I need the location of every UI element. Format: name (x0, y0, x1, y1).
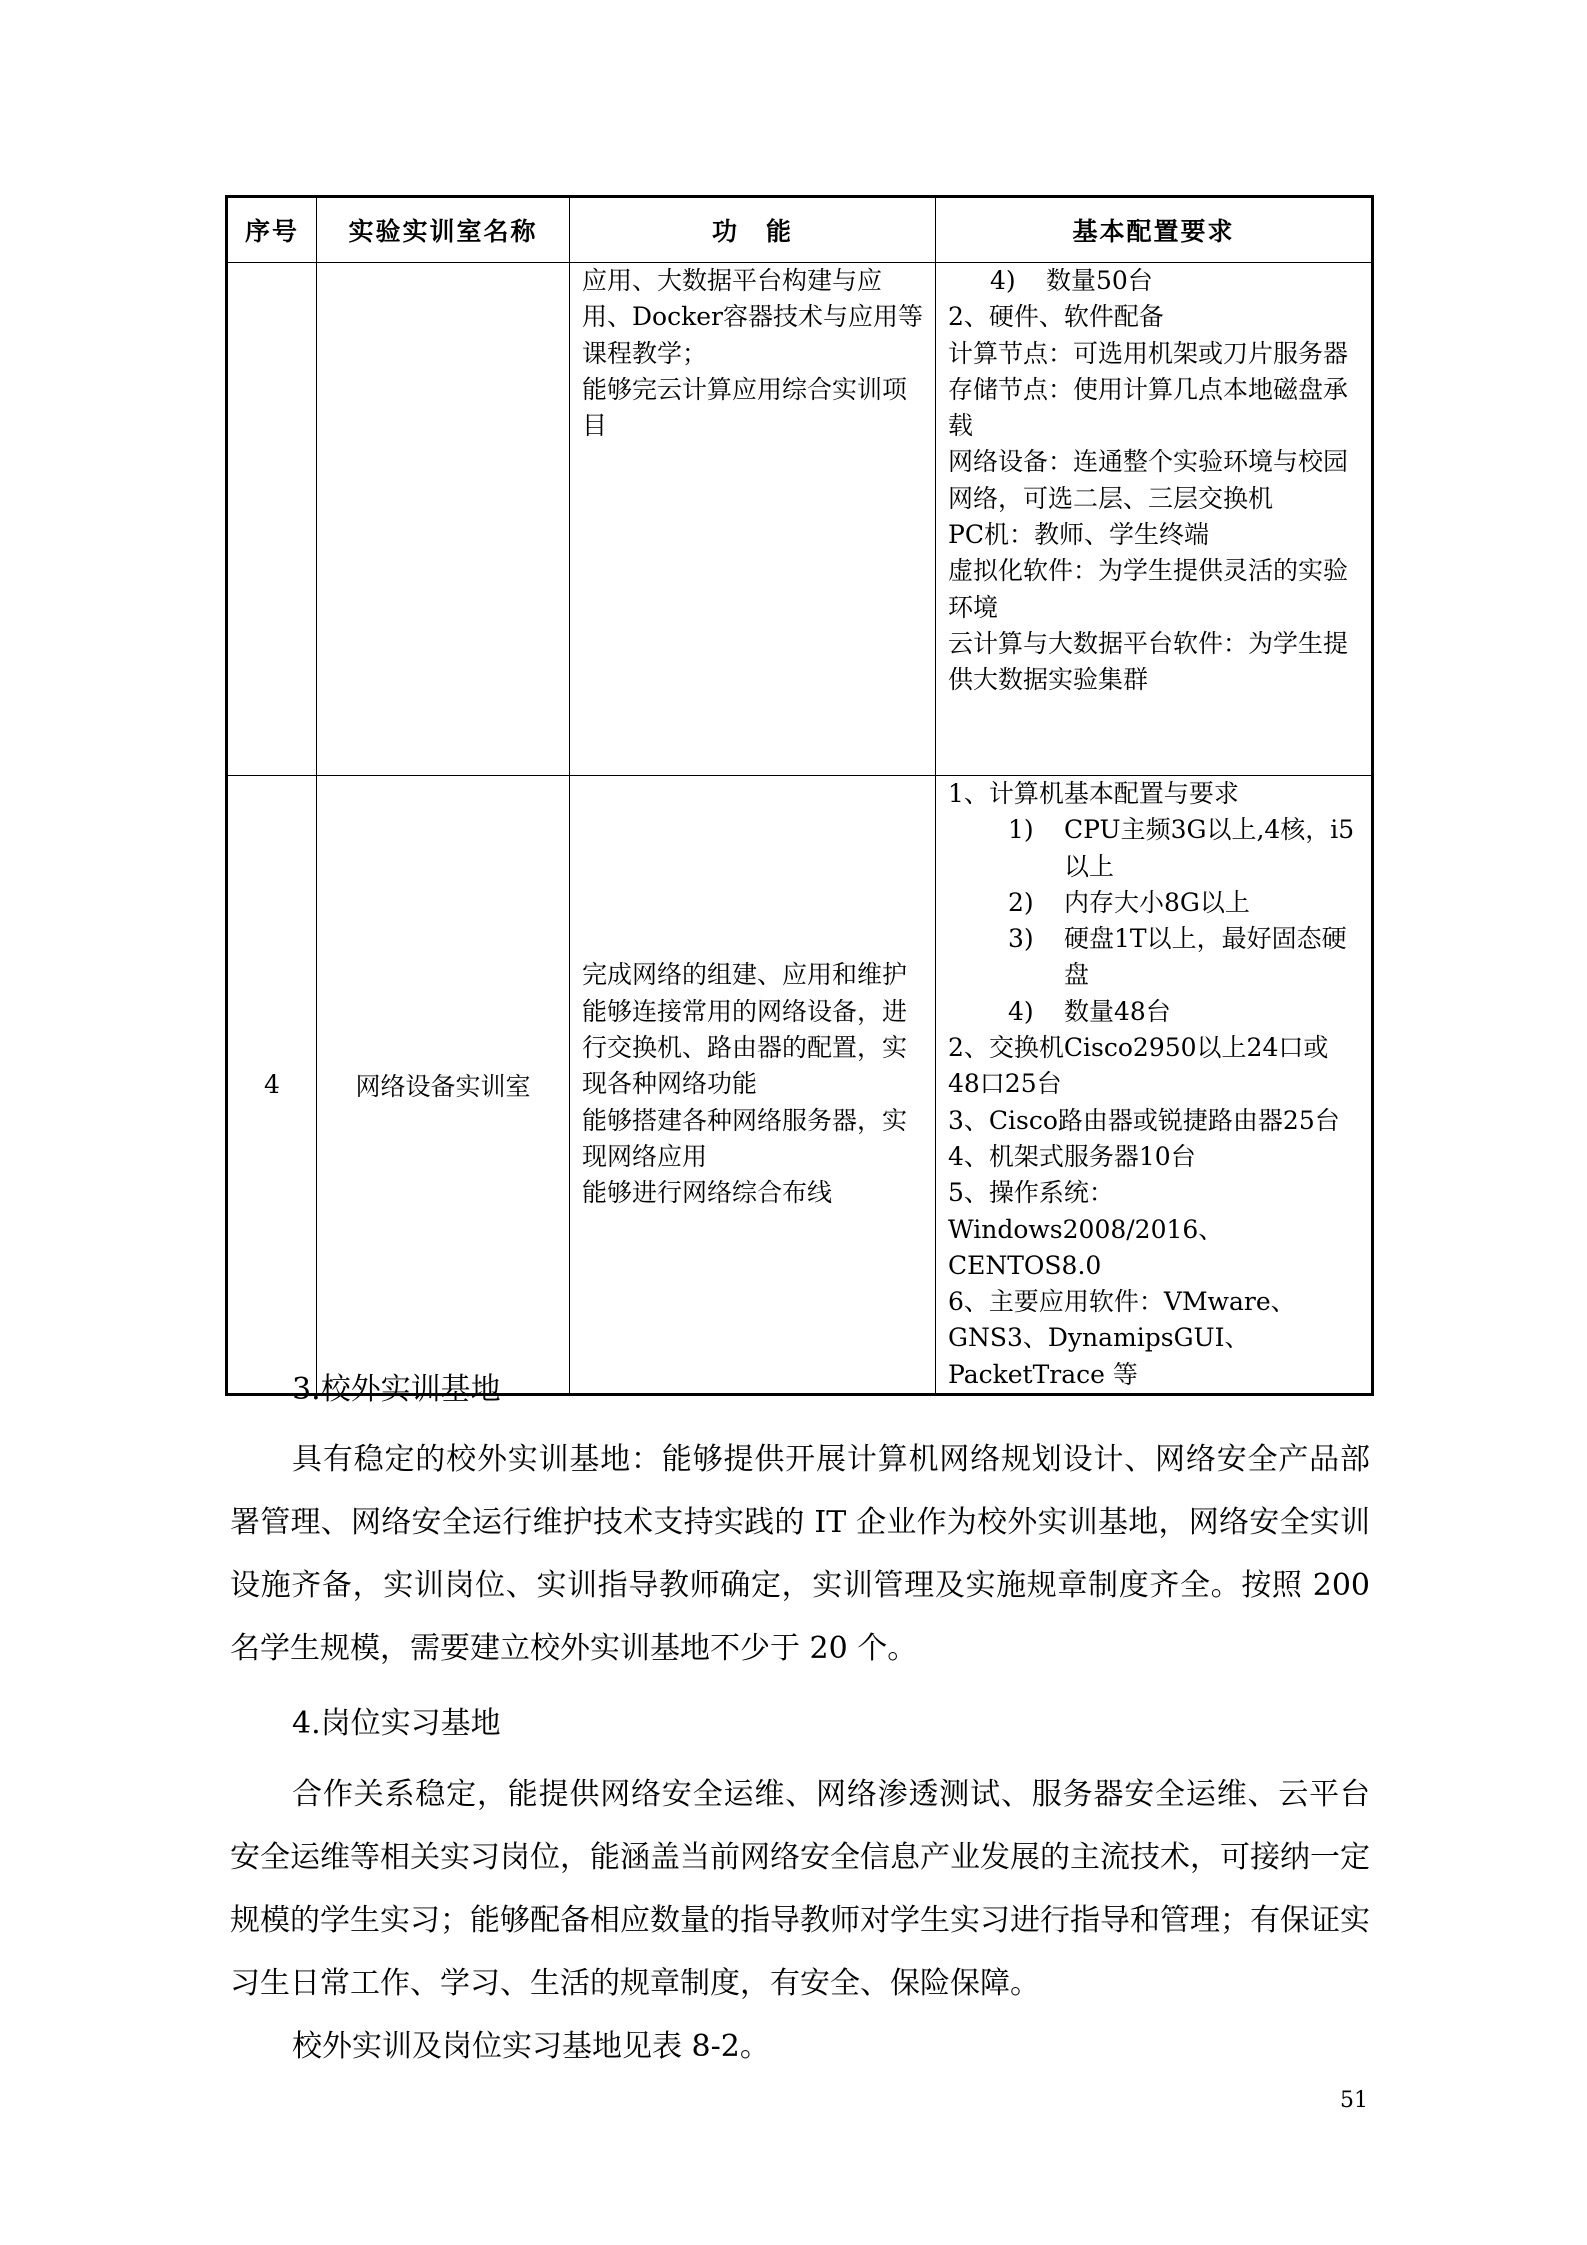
function-line: 能够进行网络综合布线 (582, 1178, 833, 1208)
lab-name-cell (317, 263, 570, 776)
config-item-text: 硬盘1T以上，最好固态硬盘 (1064, 924, 1347, 990)
config-line (948, 812, 1359, 885)
config-line (948, 263, 1359, 299)
config-line (948, 921, 1359, 994)
config-line: 4、机架式服务器10台 (948, 1141, 1196, 1171)
page-number: 51 (1340, 2088, 1368, 2113)
seq-cell (227, 263, 317, 776)
config-line: 存储节点：使用计算几点本地磁盘承载 (948, 374, 1349, 441)
config-item-number: 4) (1008, 996, 1034, 1026)
config-item-text: 内存大小8G以上 (1064, 887, 1250, 917)
config-line: 3、Cisco路由器或锐捷路由器25台 (948, 1105, 1340, 1135)
config-item-text: CPU主频3G以上,4核，i5以上 (1064, 815, 1355, 881)
config-line (948, 885, 1359, 921)
config-item-number: 2) (1008, 887, 1034, 917)
config-line: 2、硬件、软件配备 (948, 302, 1164, 332)
seq-cell: 4 (227, 776, 317, 1395)
config-item-text: 数量48台 (1064, 996, 1171, 1026)
config-item-text: 数量50台 (1046, 266, 1153, 295)
header-config: 基本配置要求 (936, 197, 1373, 263)
config-line: 5、操作系统：Windows2008/2016、CENTOS8.0 (948, 1178, 1224, 1280)
table-row (227, 776, 1373, 1395)
config-line: 1、计算机基本配置与要求 (948, 779, 1239, 808)
section3-heading: 3.校外实训基地 (292, 1372, 501, 1407)
function-line: 应用、大数据平台构建与应用、Docker容器技术与应用等课程教学； (582, 266, 923, 368)
config-line: 2、交换机Cisco2950以上24口或48口25台 (948, 1033, 1329, 1099)
config-cell (936, 776, 1373, 1395)
function-line: 能够完云计算应用综合实训项目 (582, 374, 908, 441)
header-lab-name: 实验实训室名称 (317, 197, 570, 263)
table-row (227, 263, 1373, 776)
config-item-number: 1) (1008, 815, 1034, 845)
table-reference-note: 校外实训及岗位实习基地见表 8-2。 (292, 2029, 770, 2064)
config-item-number: 4) (990, 266, 1016, 295)
function-line: 能够连接常用的网络设备，进行交换机、路由器的配置，实现各种网络功能 (582, 996, 908, 1099)
config-line: 6、主要应用软件：VMware、GNS3、DynamipsGUI、PacketTrace 等 (948, 1287, 1296, 1389)
config-cell (936, 263, 1373, 776)
section4-paragraph: 合作关系稳定，能提供网络安全运维、网络渗透测试、服务器安全运维、云平台安全运维等相关实习岗位，能涵盖当前网络安全信息产业发展的主流技术，可接纳一定规模的学生实习；能够配备相应数量的指导教师对学生实习进行指导和管理；有保证实习生日常工作、学习、生活的规章制度，有安全、保险保障。 校外实训及岗位实习基地见表 8-2。 (230, 1763, 1370, 2078)
config-item-number: 3) (1008, 924, 1034, 954)
config-line: 虚拟化软件：为学生提供灵活的实验环境 (948, 556, 1349, 622)
table-header-row (227, 197, 1373, 263)
section4-heading: 4.岗位实习基地 (292, 1706, 501, 1741)
config-line: 云计算与大数据平台软件：为学生提供大数据实验集群 (948, 628, 1349, 695)
function-line: 能够搭建各种网络服务器，实现网络应用 (582, 1105, 908, 1171)
config-line: 网络设备：连通整个实验环境与校园网络，可选二层、三层交换机 (948, 447, 1349, 513)
header-seq: 序号 (227, 197, 317, 263)
function-line: 完成网络的组建、应用和维护 (582, 960, 908, 990)
header-function: 功 能 (570, 197, 936, 263)
config-line (948, 994, 1359, 1030)
function-cell (570, 263, 936, 776)
lab-name-cell: 网络设备实训室 (317, 776, 570, 1395)
config-line: 计算节点：可选用机架或刀片服务器 (948, 338, 1349, 368)
lab-config-table (225, 195, 1374, 1396)
section3-paragraph: 具有稳定的校外实训基地：能够提供开展计算机网络规划设计、网络安全产品部署管理、网络安全运行维护技术支持实践的 IT 企业作为校外实训基地，网络安全实训设施齐备，实训岗位、实训指导教师确定，实训管理及实施规章制度齐全。按照 200 名学生规模，需要建立校外实训基地不少于 20 个。 (230, 1442, 1370, 1666)
function-cell (570, 776, 936, 1395)
config-line: PC机：教师、学生终端 (948, 520, 1209, 550)
